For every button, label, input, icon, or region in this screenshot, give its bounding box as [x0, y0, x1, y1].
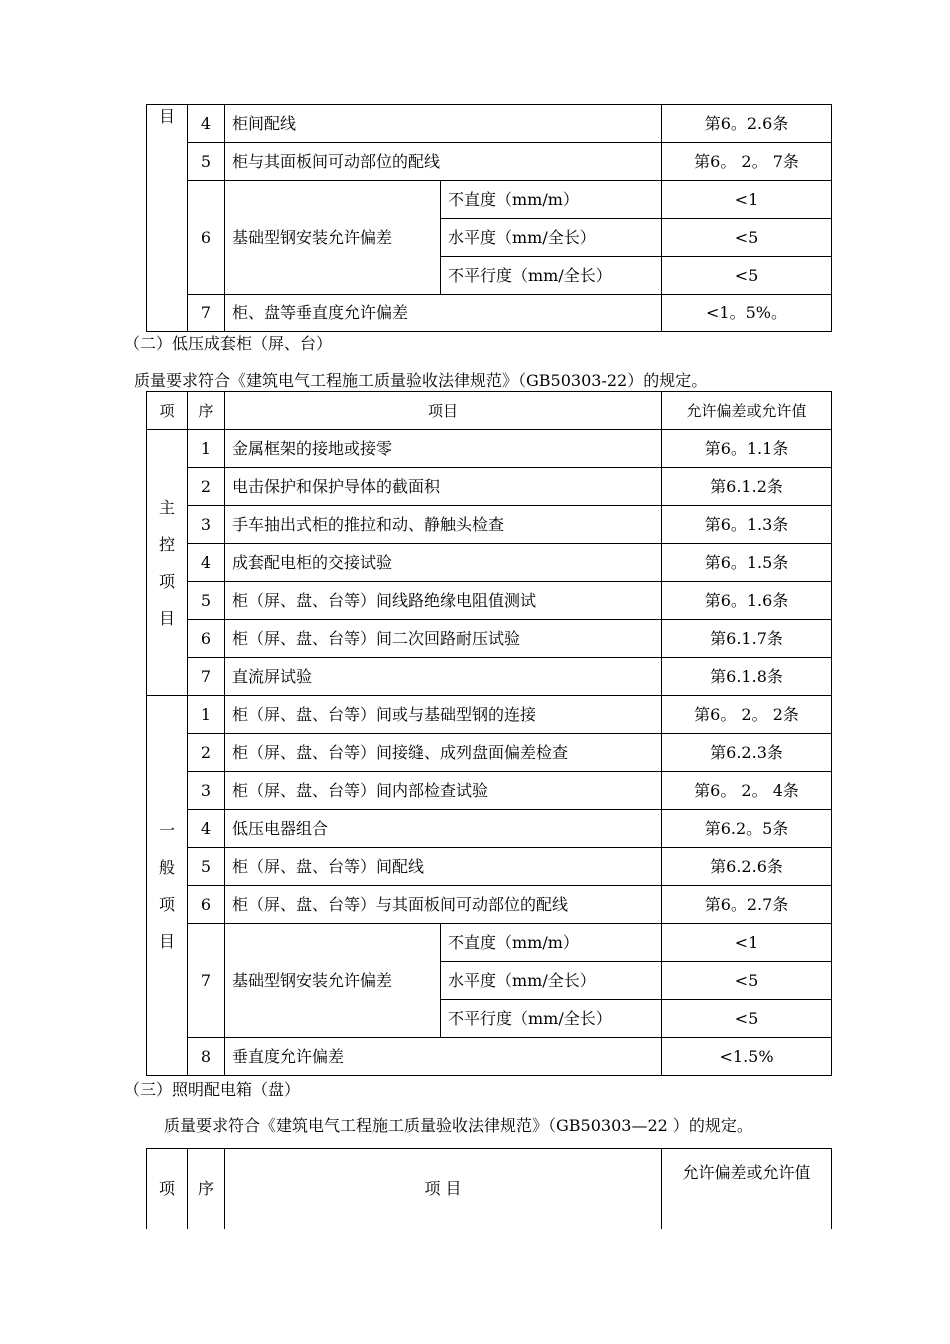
row-number: 8: [188, 1038, 225, 1076]
row-item: 基础型钢安装允许偏差: [225, 924, 441, 1038]
label-char: 项: [158, 571, 175, 591]
row-value: 第6。1.6条: [662, 582, 832, 620]
section2-requirement: 质量要求符合《建筑电气工程施工质量验收法律规范》（GB50303-22）的规定。: [134, 371, 708, 390]
label-char: 目: [158, 608, 175, 628]
row-number: 3: [188, 506, 225, 544]
row-item: 柜（屏、盘、台等）间二次回路耐压试验: [225, 620, 662, 658]
section2-heading: （二）低压成套柜（屏、台）: [124, 334, 333, 353]
row-number: 2: [188, 734, 225, 772]
general-item-label: [147, 696, 188, 1076]
row-value: 第6。2.6条: [662, 105, 832, 143]
row-item: 垂直度允许偏差: [225, 1038, 662, 1076]
top-table: [146, 104, 832, 332]
row-item: 柜（屏、盘、台等）间或与基础型钢的连接: [225, 696, 662, 734]
section2-table: [146, 391, 832, 1076]
row-item: 低压电器组合: [225, 810, 662, 848]
row-item: 柜（屏、盘、台等）间内部检查试验: [225, 772, 662, 810]
header-category: 项: [147, 1149, 188, 1229]
row-number: 5: [188, 582, 225, 620]
header-category: 项: [147, 392, 188, 430]
label-char: 一: [158, 820, 175, 840]
row-item: 手车抽出式柜的推拉和动、静触头检查: [225, 506, 662, 544]
row-item: 柜（屏、盘、台等）间配线: [225, 848, 662, 886]
label-char: 项: [158, 894, 175, 914]
row-number: 4: [188, 105, 225, 143]
row-value: 第6。 2。 2条: [662, 696, 832, 734]
row-value: 第6。 2。 7条: [662, 143, 832, 181]
row-item: 柜（屏、盘、台等）与其面板间可动部位的配线: [225, 886, 662, 924]
row-value: 第6.2。5条: [662, 810, 832, 848]
header-number: 序: [188, 392, 225, 430]
row-number: 3: [188, 772, 225, 810]
row-value: 第6.2.6条: [662, 848, 832, 886]
row-number: 1: [188, 696, 225, 734]
sub-value: <1: [662, 181, 832, 219]
row-value: 第6。1.5条: [662, 544, 832, 582]
row-value: <1.5%: [662, 1038, 832, 1076]
header-item: 项目: [225, 392, 662, 430]
row-item: 柜与其面板间可动部位的配线: [225, 143, 662, 181]
label-char: 控: [158, 534, 175, 554]
row-number: 7: [188, 924, 225, 1038]
row-number: 6: [188, 181, 225, 295]
row-value: 第6。2.7条: [662, 886, 832, 924]
label-char: 目: [158, 931, 175, 951]
row-value: 第6。1.1条: [662, 430, 832, 468]
row-number: 4: [188, 810, 225, 848]
row-item: 金属框架的接地或接零: [225, 430, 662, 468]
row-number: 7: [188, 295, 225, 332]
sub-value: <1: [662, 924, 832, 962]
row-number: 5: [188, 143, 225, 181]
row-value: 第6.1.2条: [662, 468, 832, 506]
label-char: 般: [158, 857, 175, 877]
sub-value: <5: [662, 962, 832, 1000]
sub-value: <5: [662, 257, 832, 295]
row-item: 柜（屏、盘、台等）间线路绝缘电阻值测试: [225, 582, 662, 620]
row-value: 第6.1.8条: [662, 658, 832, 696]
sub-value: <5: [662, 1000, 832, 1038]
row-item: 基础型钢安装允许偏差: [225, 181, 441, 295]
row-number: 2: [188, 468, 225, 506]
row-number: 5: [188, 848, 225, 886]
row-number: 6: [188, 620, 225, 658]
row-number: 1: [188, 430, 225, 468]
row-value: 第6。1.3条: [662, 506, 832, 544]
sub-item: 不平行度（mm/全长）: [441, 1000, 662, 1038]
row-number: 4: [188, 544, 225, 582]
sub-item: 水平度（mm/全长）: [441, 962, 662, 1000]
header-number: 序: [188, 1149, 225, 1229]
sub-item: 不直度（mm/m）: [441, 924, 662, 962]
row-value: <1。5%。: [662, 295, 832, 332]
header-value: 允许偏差或允许值: [662, 392, 832, 430]
sub-value: <5: [662, 219, 832, 257]
row-number: 7: [188, 658, 225, 696]
section3-requirement: 质量要求符合《建筑电气工程施工质量验收法律规范》（GB50303—22 ）的规定。: [164, 1116, 753, 1135]
row-value: 第6.2.3条: [662, 734, 832, 772]
sub-item: 不平行度（mm/全长）: [441, 257, 662, 295]
row-item: 直流屏试验: [225, 658, 662, 696]
row-value: 第6。 2。 4条: [662, 772, 832, 810]
header-value: 允许偏差或允许值: [662, 1149, 832, 1229]
row-item: 成套配电柜的交接试验: [225, 544, 662, 582]
sub-item: 不直度（mm/m）: [441, 181, 662, 219]
section-label: 目: [147, 105, 188, 332]
section3-heading: （三）照明配电箱（盘）: [124, 1080, 301, 1099]
row-item: 电击保护和保护导体的截面积: [225, 468, 662, 506]
label-char: 主: [158, 497, 175, 517]
header-item: 项 目: [225, 1149, 662, 1229]
main-control-label: [147, 430, 188, 696]
row-value: 第6.1.7条: [662, 620, 832, 658]
sub-item: 水平度（mm/全长）: [441, 219, 662, 257]
row-number: 6: [188, 886, 225, 924]
row-item: 柜、盘等垂直度允许偏差: [225, 295, 662, 332]
section3-table: [146, 1148, 832, 1229]
row-item: 柜间配线: [225, 105, 662, 143]
row-item: 柜（屏、盘、台等）间接缝、成列盘面偏差检查: [225, 734, 662, 772]
